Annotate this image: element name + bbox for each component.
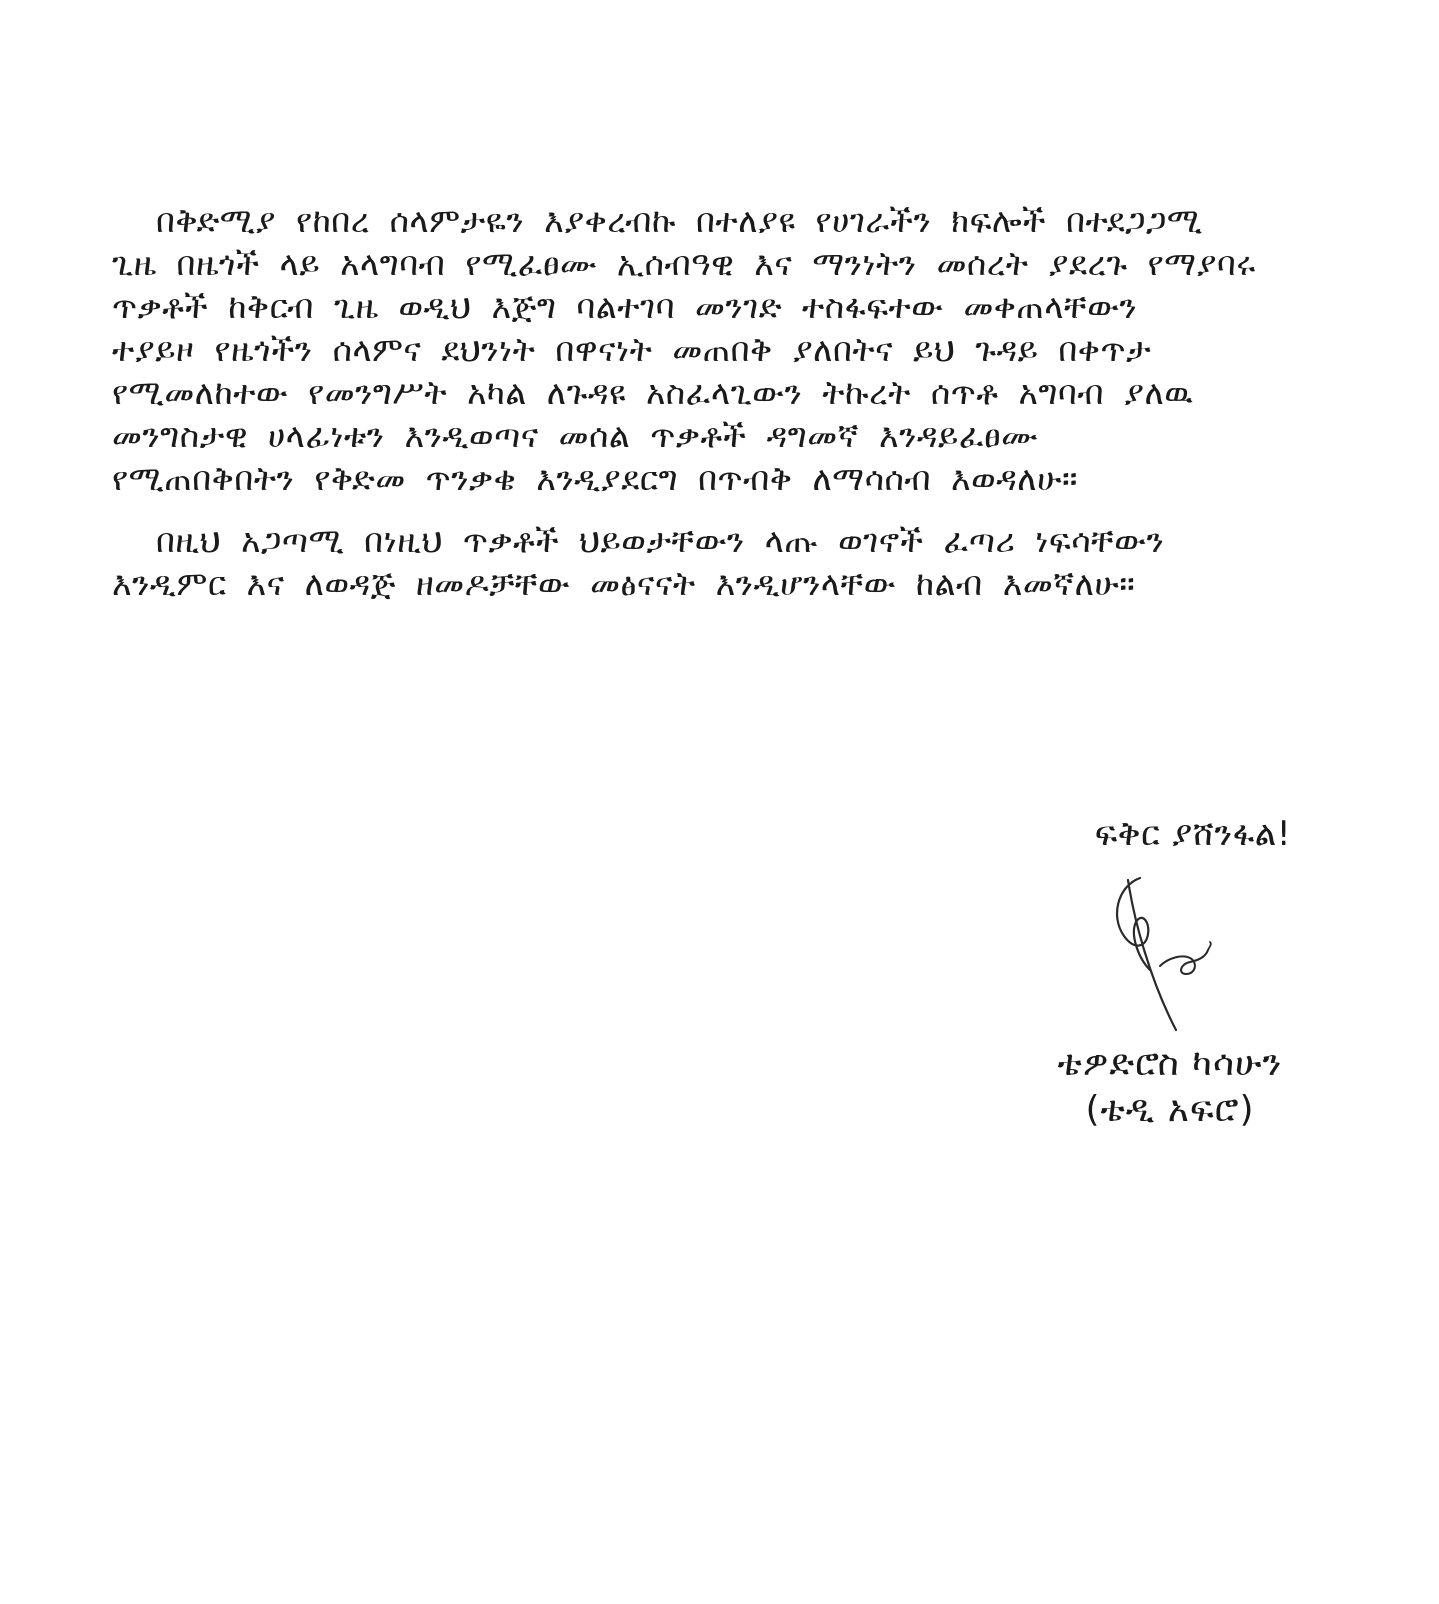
text-line: መንግስታዊ ሀላፊነቱን እንዲወጣና መሰል ጥቃቶች ዳግመኛ እንዳይፈፀሙ <box>112 416 1039 455</box>
text-line: በቅድሚያ የከበረ ሰላምታዬን እያቀረብኩ በተለያዩ የሀገራችን ክፍሎች በተደጋጋሚ <box>156 201 1203 240</box>
text-line: በዚህ አጋጣሚ በነዚህ ጥቃቶች ህይወታቸውን ላጡ ወገኖች ፈጣሪ ነፍሳቸውን <box>156 521 1165 560</box>
text-line: ተያይዞ የዜጎችን ሰላምና ደህንነት በዋናነት መጠበቅ ያለበትና ይህ ጉዳይ በቀጥታ <box>112 330 1152 369</box>
letter-paragraph-2 <box>112 519 1334 605</box>
text-line: ጊዜ በዜጎች ላይ አላግባብ የሚፈፀሙ ኢሰብዓዊ እና ማንነትን መሰረት ያደረጉ የማያባሩ <box>112 244 1256 283</box>
signer-nickname: (ቴዲ አፍሮ) <box>1085 1089 1255 1130</box>
text-line: የሚጠበቅበትን የቅድመ ጥንቃቄ እንዲያደርግ በጥብቅ ለማሳሰብ እወዳለሁ። <box>112 459 1078 498</box>
closing-phrase: ፍቅር ያሸንፋል! <box>1094 814 1291 854</box>
text-line: የሚመለከተው የመንግሥት አካል ለጉዳዩ አስፈላጊውን ትኩረት ሰጥቶ አግባብ ያለዉ <box>112 373 1194 412</box>
letter-paragraph-1 <box>112 199 1334 500</box>
handwritten-signature <box>1098 870 1228 1040</box>
text-line: እንዲምር እና ለወዳጅ ዘመዶቻቸው መፅናናት እንዲሆንላቸው ከልብ እመኛለሁ። <box>112 564 1136 603</box>
text-line: ጥቃቶች ከቅርብ ጊዜ ወዲህ እጅግ ባልተገባ መንገድ ተስፋፍተው መቀጠላቸውን <box>112 287 1138 326</box>
signer-name: ቴዎድሮስ ካሳሁን <box>1057 1043 1283 1084</box>
